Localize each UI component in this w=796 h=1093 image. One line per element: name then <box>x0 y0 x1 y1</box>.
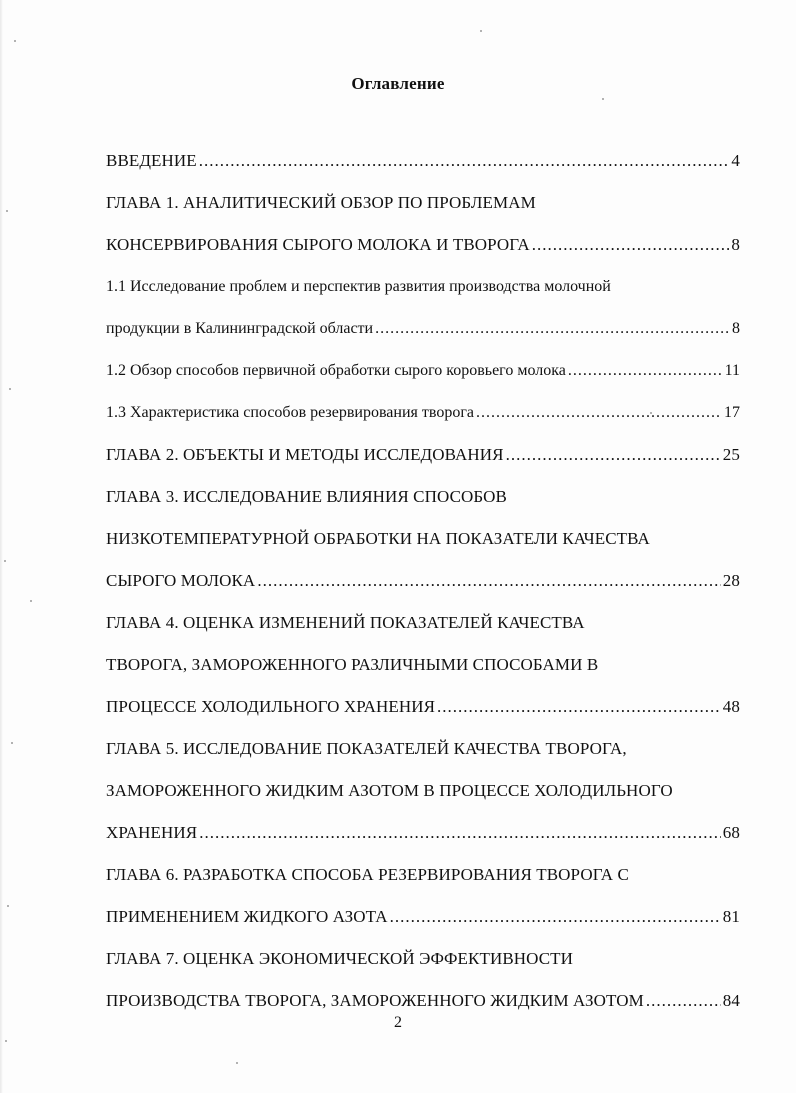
scan-speck <box>14 40 16 42</box>
toc-entry-line <box>106 224 740 266</box>
toc-entry-page: 48 <box>722 697 740 716</box>
toc-entry-line <box>106 896 740 938</box>
toc-entry-page: 8 <box>731 235 740 254</box>
toc-entry-page: 81 <box>722 907 740 926</box>
toc-entry-text: продукции в Калининградской области <box>106 320 374 337</box>
toc-entry-text: ГЛАВА 1. АНАЛИТИЧЕСКИЙ ОБЗОР ПО ПРОБЛЕМАМ <box>106 193 536 212</box>
table-of-contents <box>106 140 740 1022</box>
scan-speck <box>7 905 9 907</box>
toc-entry-text: ГЛАВА 2. ОБЪЕКТЫ И МЕТОДЫ ИССЛЕДОВАНИЯ <box>106 445 504 464</box>
dot-leader <box>506 434 721 476</box>
toc-entry-line <box>106 308 740 350</box>
toc-entry-line <box>106 182 740 224</box>
toc-entry-line <box>106 602 740 644</box>
toc-entry-line <box>106 938 740 980</box>
dot-leader <box>568 350 723 392</box>
dot-leader <box>199 140 730 182</box>
scan-speck <box>4 560 6 562</box>
toc-entry-line <box>106 266 740 308</box>
toc-entry-text: ХРАНЕНИЯ <box>106 823 198 842</box>
toc-entry-page: 25 <box>722 445 740 464</box>
scan-speck <box>236 1062 238 1064</box>
toc-entry-line <box>106 392 740 434</box>
toc-entry-text: КОНСЕРВИРОВАНИЯ СЫРОГО МОЛОКА И ТВОРОГА <box>106 235 530 254</box>
toc-entry-text: ТВОРОГА, ЗАМОРОЖЕННОГО РАЗЛИЧНЫМИ СПОСОБАМИ В <box>106 655 599 674</box>
toc-entry-text: НИЗКОТЕМПЕРАТУРНОЙ ОБРАБОТКИ НА ПОКАЗАТЕЛИ КАЧЕСТВА <box>106 529 650 548</box>
toc-entry-page: 8 <box>732 320 740 337</box>
toc-entry-line <box>106 434 740 476</box>
scan-speck <box>6 210 8 212</box>
toc-entry-page: 84 <box>722 991 740 1010</box>
toc-entry-text: ВВЕДЕНИЕ <box>106 151 197 170</box>
toc-entry-line <box>106 476 740 518</box>
toc-entry-text: ГЛАВА 6. РАЗРАБОТКА СПОСОБА РЕЗЕРВИРОВАНИЯ ТВОРОГА С <box>106 865 629 884</box>
dot-leader <box>199 812 721 854</box>
toc-entry-line <box>106 518 740 560</box>
scan-speck <box>30 600 32 602</box>
scan-speck <box>602 98 604 100</box>
page-number: 2 <box>394 1014 402 1031</box>
toc-entry-line <box>106 560 740 602</box>
toc-entry-page: 4 <box>731 151 740 170</box>
toc-title: Оглавление <box>351 74 445 93</box>
scan-speck <box>5 1040 7 1042</box>
toc-entry-line <box>106 686 740 728</box>
dot-leader <box>476 392 722 434</box>
toc-entry-text: ГЛАВА 3. ИССЛЕДОВАНИЕ ВЛИЯНИЯ СПОСОБОВ <box>106 487 507 506</box>
scan-edge <box>0 0 3 1093</box>
toc-entry-line <box>106 854 740 896</box>
toc-entry-line <box>106 770 740 812</box>
toc-entry-line <box>106 350 740 392</box>
toc-entry-text: 1.2 Обзор способов первичной обработки сырого коровьего молока <box>106 362 566 379</box>
toc-entry-page: 11 <box>724 362 740 379</box>
toc-entry-text: СЫРОГО МОЛОКА <box>106 571 256 590</box>
toc-entry-text: ПРОИЗВОДСТВА ТВОРОГА, ЗАМОРОЖЕННОГО ЖИДКИМ АЗОТОМ <box>106 991 644 1010</box>
toc-entry-line <box>106 140 740 182</box>
toc-entry-text: ПРИМЕНЕНИЕМ ЖИДКОГО АЗОТА <box>106 907 388 926</box>
scan-speck <box>650 412 652 414</box>
toc-entry-page: 68 <box>722 823 740 842</box>
scan-speck <box>11 742 13 744</box>
dot-leader <box>375 308 730 350</box>
toc-entry-text: ГЛАВА 7. ОЦЕНКА ЭКОНОМИЧЕСКОЙ ЭФФЕКТИВНОСТИ <box>106 949 574 968</box>
toc-entry-text: 1.3 Характеристика способов резервирования творога <box>106 404 474 421</box>
toc-entry-page: 28 <box>722 571 740 590</box>
toc-entry-text: 1.1 Исследование проблем и перспектив развития производства молочной <box>106 278 611 295</box>
scan-speck <box>9 388 11 390</box>
scan-speck <box>480 30 482 32</box>
dot-leader <box>390 896 721 938</box>
toc-entry-line <box>106 812 740 854</box>
toc-entry-page: 17 <box>724 404 740 421</box>
toc-entry-text: ГЛАВА 4. ОЦЕНКА ИЗМЕНЕНИЙ ПОКАЗАТЕЛЕЙ КАЧЕСТВА <box>106 613 585 632</box>
toc-entry-text: ПРОЦЕССЕ ХОЛОДИЛЬНОГО ХРАНЕНИЯ <box>106 697 436 716</box>
toc-entry-text: ГЛАВА 5. ИССЛЕДОВАНИЕ ПОКАЗАТЕЛЕЙ КАЧЕСТВА ТВОРОГА, <box>106 739 627 758</box>
dot-leader <box>532 224 730 266</box>
toc-entry-text: ЗАМОРОЖЕННОГО ЖИДКИМ АЗОТОМ В ПРОЦЕССЕ ХОЛОДИЛЬНОГО <box>106 781 673 800</box>
toc-entry-line <box>106 644 740 686</box>
dot-leader <box>437 686 721 728</box>
dot-leader <box>257 560 720 602</box>
toc-entry-line <box>106 728 740 770</box>
